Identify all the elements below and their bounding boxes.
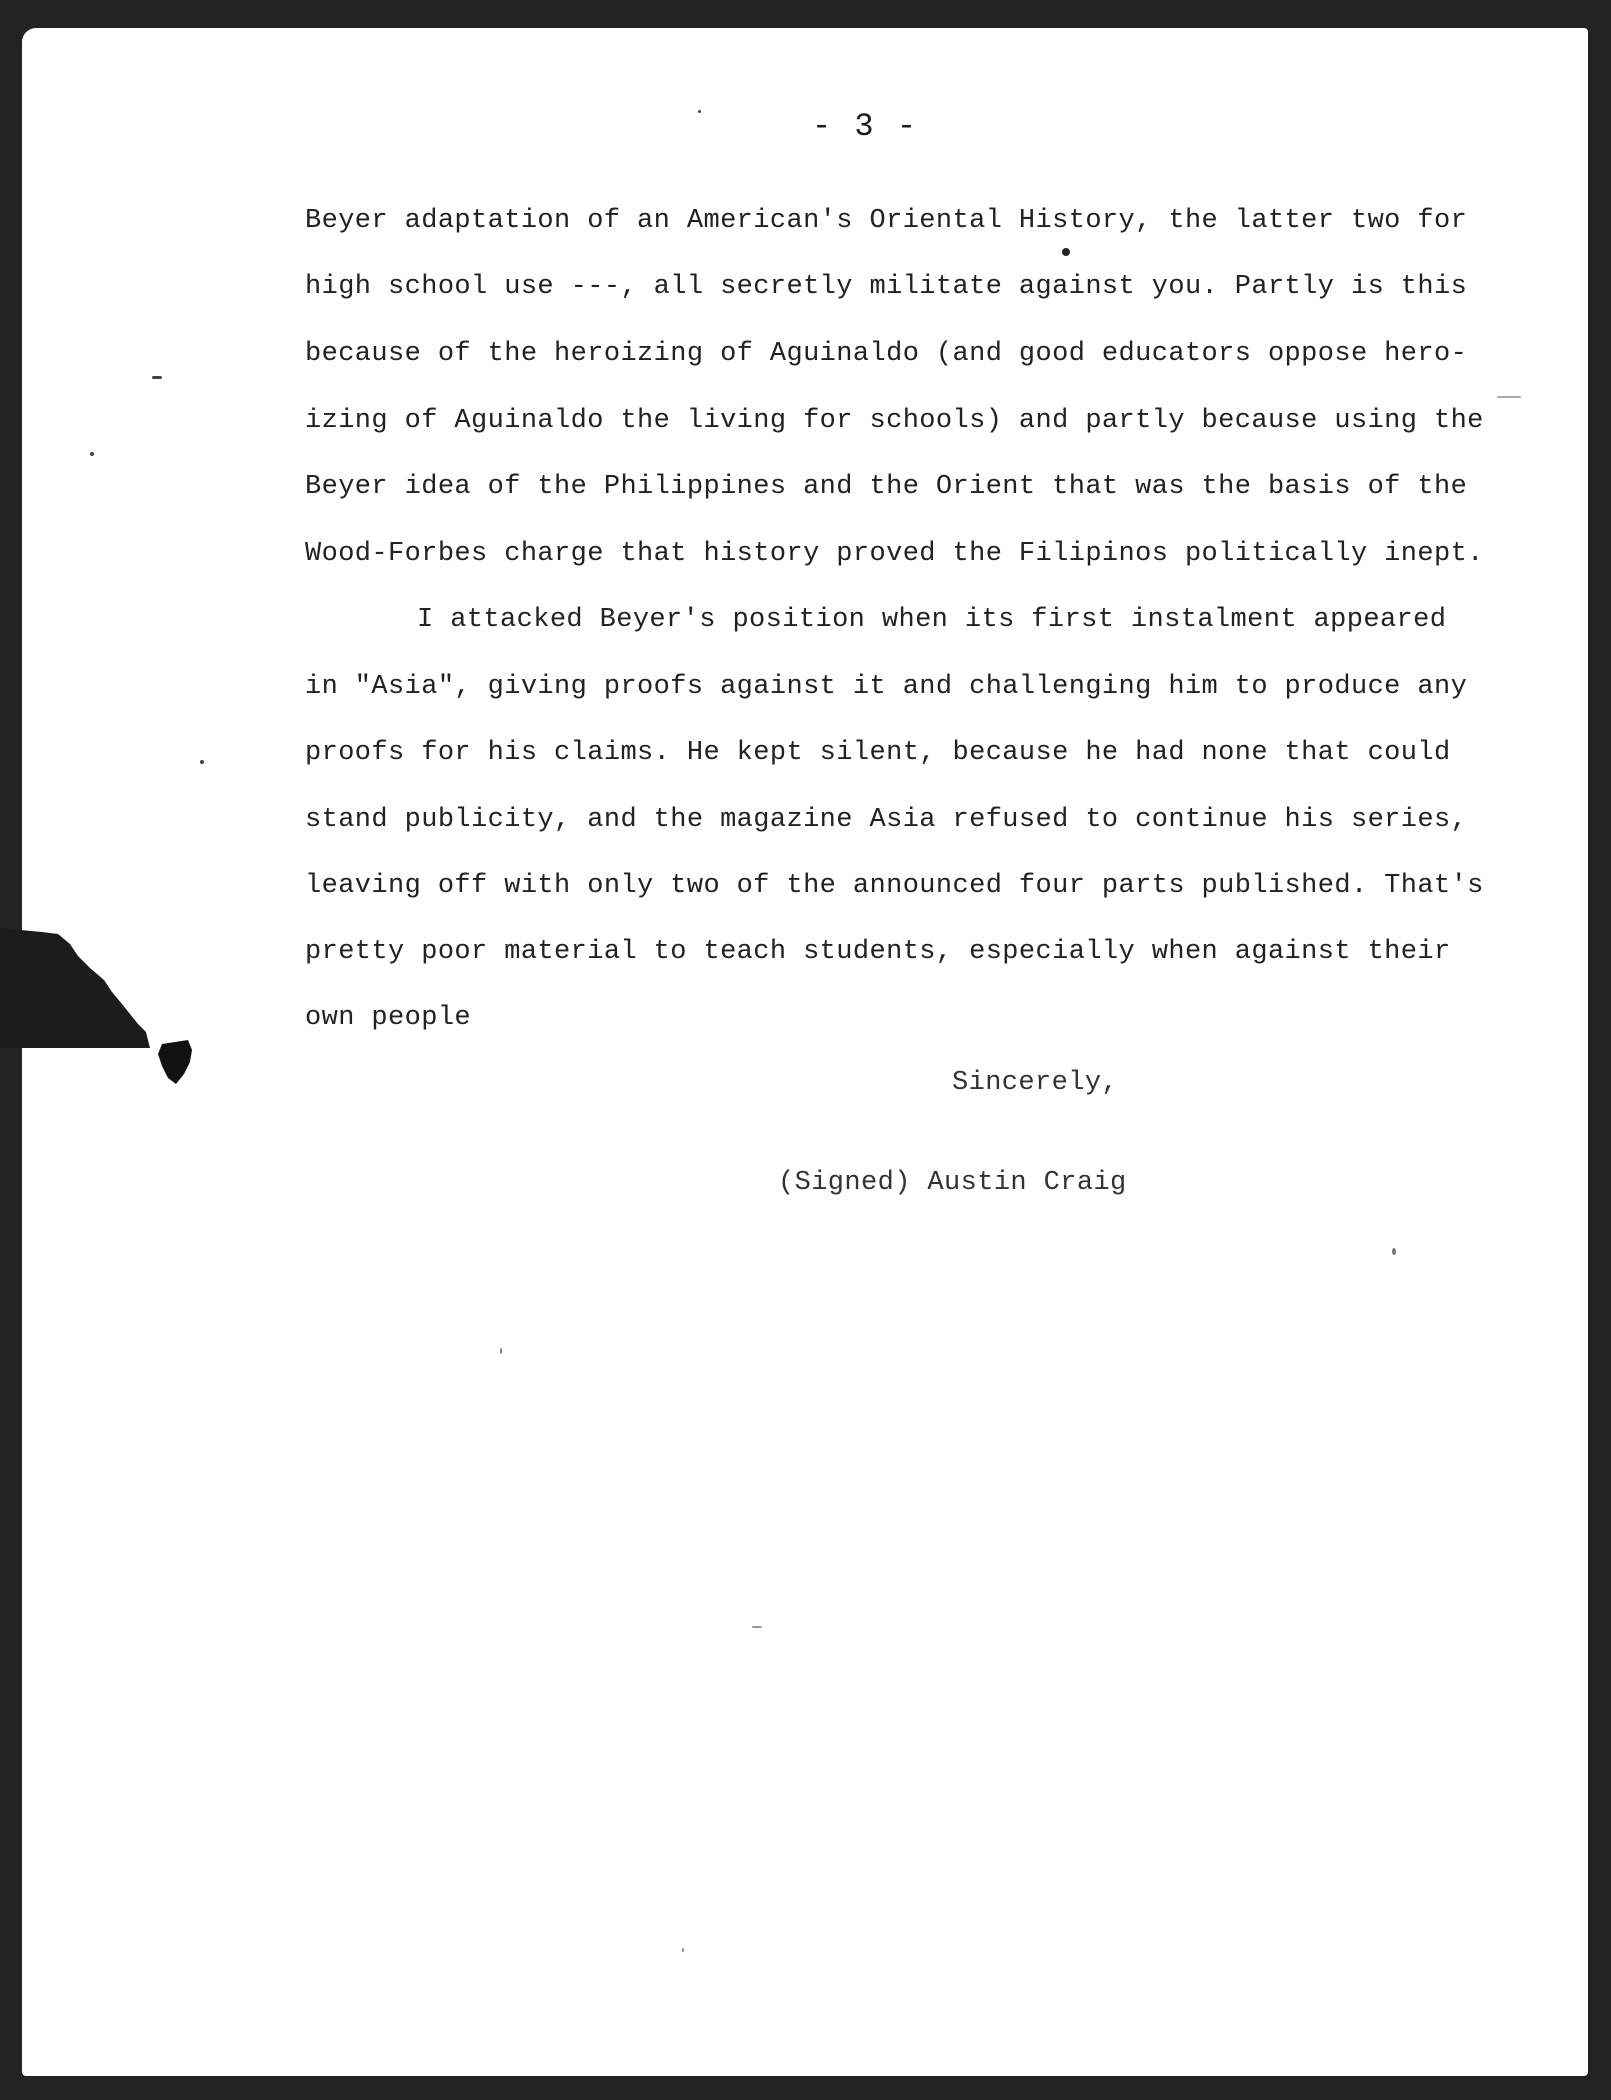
- scan-speck: [1062, 248, 1070, 256]
- scan-speck: [152, 376, 162, 379]
- torn-edge: [0, 928, 160, 1048]
- text-line-13: own people: [305, 1003, 472, 1033]
- text-line-2: high school use ---, all secretly militate against you. Partly is this: [305, 272, 1468, 302]
- scan-speck: [500, 1348, 502, 1354]
- text-line-6: Wood-Forbes charge that history proved the Filipinos politically inept.: [305, 539, 1484, 569]
- scan-speck: [682, 1948, 684, 1952]
- text-line-10: stand publicity, and the magazine Asia refused to continue his series,: [305, 805, 1468, 835]
- scan-speck: [752, 1626, 762, 1628]
- text-line-7: I attacked Beyer's position when its first instalment appeared: [417, 605, 1447, 635]
- text-line-5: Beyer idea of the Philippines and the Orient that was the basis of the: [305, 472, 1468, 502]
- scan-speck: [698, 110, 701, 113]
- text-line-4: izing of Aguinaldo the living for schools) and partly because using the: [305, 406, 1484, 436]
- text-line-11: leaving off with only two of the announced four parts published. That's: [305, 871, 1484, 901]
- text-line-8: in "Asia", giving proofs against it and challenging him to produce any: [305, 672, 1468, 702]
- text-line-9: proofs for his claims. He kept silent, because he had none that could: [305, 738, 1451, 768]
- scan-speck: [1497, 396, 1521, 398]
- scan-speck: [1392, 1248, 1396, 1255]
- ink-blot: [158, 1040, 194, 1084]
- text-line-3: because of the heroizing of Aguinaldo (and good educators oppose hero-: [305, 339, 1468, 369]
- document-page: [22, 28, 1588, 2076]
- closing: Sincerely,: [952, 1068, 1119, 1098]
- scan-speck: [200, 760, 204, 764]
- scan-speck: [90, 452, 94, 456]
- page-number: - 3 -: [812, 108, 919, 145]
- signature: (Signed) Austin Craig: [778, 1168, 1127, 1198]
- text-line-1: Beyer adaptation of an American's Oriental History, the latter two for: [305, 206, 1468, 236]
- text-line-12: pretty poor material to teach students, especially when against their: [305, 937, 1451, 967]
